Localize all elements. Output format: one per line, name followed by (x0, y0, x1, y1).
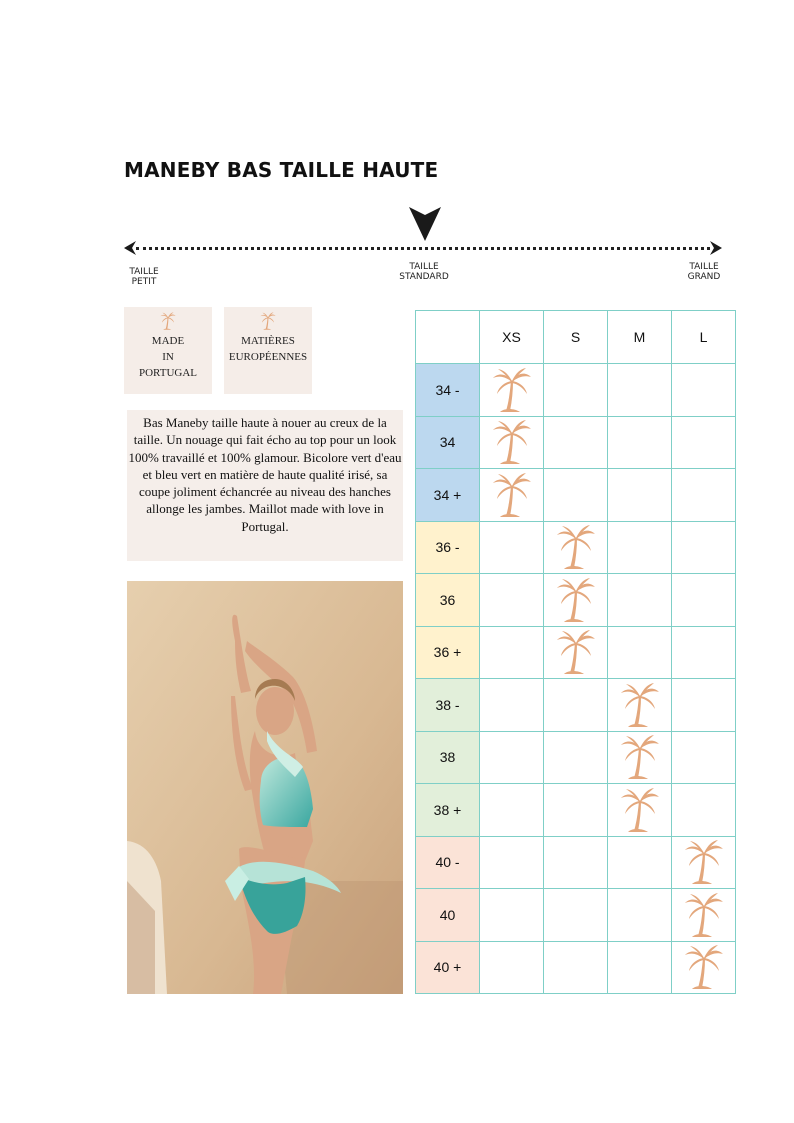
arrow-left-icon (124, 241, 136, 255)
size-chart-table (415, 310, 736, 994)
table-row (416, 626, 736, 679)
palm-tree-icon (492, 472, 532, 518)
empty-cell (544, 679, 608, 732)
badge-text-line: MADE (151, 335, 185, 347)
empty-cell (608, 521, 672, 574)
column-header-xs: XS (480, 311, 544, 364)
badge-made-in-portugal (124, 307, 212, 394)
empty-cell (544, 784, 608, 837)
palm-tree-icon (620, 734, 660, 780)
badge-text-line: EUROPÉENNES (228, 351, 308, 363)
table-row (416, 889, 736, 942)
column-header-m: M (608, 311, 672, 364)
product-description: Bas Maneby taille haute à nouer au creux de la taille. Un nouage qui fait écho au top pour un look 100% travaillé et 100% glamour. Bicolore vert d'eau et bleu vert en matière de haute qualité irisé, sa coupe joliment échancrée au niveau des hanches allonge les jambes. Maillot made with love in Portugal. (127, 410, 403, 561)
row-label-cell: 38 (416, 731, 480, 784)
palm-tree-icon (620, 682, 660, 728)
row-label-cell: 40 (416, 889, 480, 942)
size-match-cell (480, 364, 544, 417)
empty-cell (480, 731, 544, 784)
table-row (416, 731, 736, 784)
size-match-cell (672, 941, 736, 994)
empty-cell (672, 521, 736, 574)
empty-cell (544, 364, 608, 417)
product-photo (127, 581, 403, 994)
row-label-cell: 40 - (416, 836, 480, 889)
size-match-cell (608, 679, 672, 732)
table-row (416, 941, 736, 994)
badge-text-line: MATIÈRES (241, 335, 295, 347)
empty-cell (608, 574, 672, 627)
palm-tree-icon (684, 892, 724, 938)
table-row (416, 416, 736, 469)
palm-tree-icon (492, 419, 532, 465)
palm-tree-icon (492, 367, 532, 413)
row-label-cell: 36 - (416, 521, 480, 574)
table-header-row (416, 311, 736, 364)
table-corner-cell (416, 311, 480, 364)
empty-cell (544, 416, 608, 469)
scale-label-large: TAILLE GRAND (687, 262, 721, 282)
empty-cell (544, 836, 608, 889)
size-match-cell (480, 416, 544, 469)
scale-dotted-line (136, 247, 710, 250)
arrow-right-icon (710, 241, 722, 255)
empty-cell (672, 469, 736, 522)
empty-cell (608, 836, 672, 889)
column-header-l: L (672, 311, 736, 364)
scale-label-standard: TAILLE STANDARD (399, 262, 449, 282)
palm-tree-icon (684, 944, 724, 990)
empty-cell (672, 626, 736, 679)
empty-cell (672, 784, 736, 837)
size-match-cell (544, 626, 608, 679)
column-header-s: S (544, 311, 608, 364)
empty-cell (480, 941, 544, 994)
empty-cell (608, 941, 672, 994)
badge-text-line: PORTUGAL (138, 367, 197, 379)
page-title: MANEBY BAS TAILLE HAUTE (124, 158, 439, 182)
size-match-cell (544, 521, 608, 574)
empty-cell (480, 784, 544, 837)
palm-tree-icon (556, 577, 596, 623)
palm-tree-icon (260, 311, 276, 331)
empty-cell (544, 731, 608, 784)
scale-label-small: TAILLE PETIT (129, 267, 159, 287)
empty-cell (672, 416, 736, 469)
palm-tree-icon (160, 311, 176, 331)
palm-tree-icon (556, 524, 596, 570)
size-match-cell (672, 836, 736, 889)
empty-cell (608, 626, 672, 679)
table-row (416, 836, 736, 889)
size-match-cell (544, 574, 608, 627)
badge-european-materials (224, 307, 312, 394)
badge-text-line: IN (162, 351, 174, 363)
row-label-cell: 34 + (416, 469, 480, 522)
table-row (416, 469, 736, 522)
row-label-cell: 34 (416, 416, 480, 469)
empty-cell (480, 626, 544, 679)
table-row (416, 521, 736, 574)
empty-cell (608, 416, 672, 469)
empty-cell (672, 731, 736, 784)
size-match-cell (608, 731, 672, 784)
empty-cell (544, 469, 608, 522)
empty-cell (672, 679, 736, 732)
empty-cell (544, 889, 608, 942)
empty-cell (608, 469, 672, 522)
table-row (416, 679, 736, 732)
empty-cell (480, 836, 544, 889)
empty-cell (544, 941, 608, 994)
size-match-cell (608, 784, 672, 837)
palm-tree-icon (620, 787, 660, 833)
empty-cell (672, 574, 736, 627)
empty-cell (672, 364, 736, 417)
row-label-cell: 38 + (416, 784, 480, 837)
row-label-cell: 36 + (416, 626, 480, 679)
size-match-cell (480, 469, 544, 522)
size-match-cell (672, 889, 736, 942)
empty-cell (608, 889, 672, 942)
empty-cell (480, 521, 544, 574)
row-label-cell: 38 - (416, 679, 480, 732)
row-label-cell: 34 - (416, 364, 480, 417)
size-scale (122, 205, 724, 295)
row-label-cell: 40 + (416, 941, 480, 994)
palm-tree-icon (556, 629, 596, 675)
empty-cell (480, 574, 544, 627)
empty-cell (480, 889, 544, 942)
marker-arrow-icon (409, 207, 441, 241)
empty-cell (480, 679, 544, 732)
table-row (416, 574, 736, 627)
table-row (416, 784, 736, 837)
row-label-cell: 36 (416, 574, 480, 627)
empty-cell (608, 364, 672, 417)
palm-tree-icon (684, 839, 724, 885)
table-row (416, 364, 736, 417)
